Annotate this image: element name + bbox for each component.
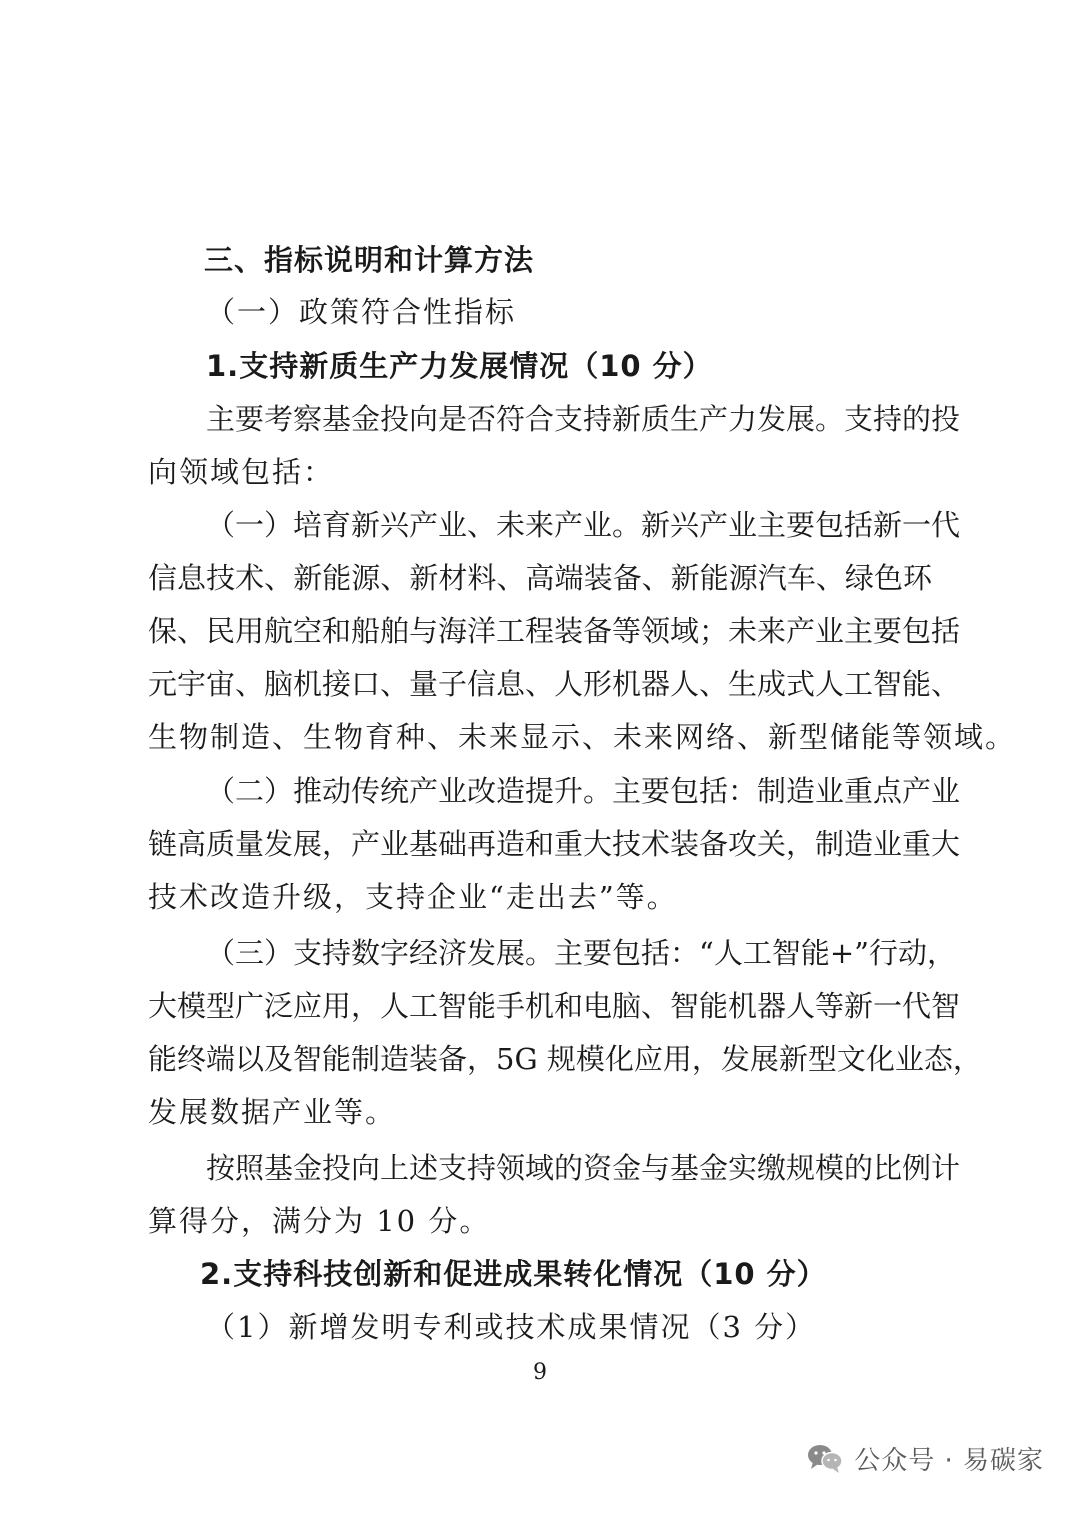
paragraph-line: 信息技术、新能源、新材料、高端装备、新能源汽车、绿色环 (148, 561, 932, 595)
paragraph-line: （一）培育新兴产业、未来产业。新兴产业主要包括新一代 (206, 508, 961, 542)
paragraph-line: （三）支持数字经济发展。主要包括：“人工智能+”行动， (206, 936, 956, 970)
wechat-icon (806, 1442, 844, 1474)
paragraph-line: 向领域包括： (148, 455, 335, 489)
paragraph-line: 按照基金投向上述支持领域的资金与基金实缴规模的比例计 (206, 1151, 961, 1185)
subsection-heading: （一）政策符合性指标 (206, 295, 517, 329)
watermark-text: 公众号 · 易碳家 (854, 1445, 1044, 1476)
paragraph-line: 生物制造、生物育种、未来显示、未来网络、新型储能等领域。 (148, 720, 1017, 754)
watermark (806, 1438, 1044, 1478)
item2-heading: 2.支持科技创新和促进成果转化情况（10 分） (200, 1257, 827, 1291)
paragraph-line: 元宇宙、脑机接口、量子信息、人形机器人、生成式人工智能、 (148, 667, 961, 701)
item1-heading: 1.支持新质生产力发展情况（10 分） (206, 349, 713, 383)
page-number: 9 (533, 1360, 547, 1385)
paragraph-line: 发展数据产业等。 (148, 1095, 397, 1129)
paragraph-line: 算得分，满分为 10 分。 (148, 1204, 491, 1238)
paragraph-line: 主要考察基金投向是否符合支持新质生产力发展。支持的投 (206, 402, 961, 436)
paragraph-line: 能终端以及智能制造装备，5G 规模化应用，发展新型文化业态， (148, 1042, 982, 1076)
paragraph-line: 保、民用航空和船舶与海洋工程装备等领域；未来产业主要包括 (148, 614, 961, 648)
paragraph-line: 链高质量发展，产业基础再造和重大技术装备攻关，制造业重大 (148, 827, 961, 861)
paragraph-line: （二）推动传统产业改造提升。主要包括：制造业重点产业 (206, 774, 961, 808)
paragraph-line: 技术改造升级，支持企业“走出去”等。 (148, 880, 678, 914)
item2-subheading: （1）新增发明专利或技术成果情况（3 分） (206, 1310, 817, 1344)
section-heading: 三、指标说明和计算方法 (204, 243, 535, 277)
paragraph-line: 大模型广泛应用，人工智能手机和电脑、智能机器人等新一代智 (148, 989, 961, 1023)
